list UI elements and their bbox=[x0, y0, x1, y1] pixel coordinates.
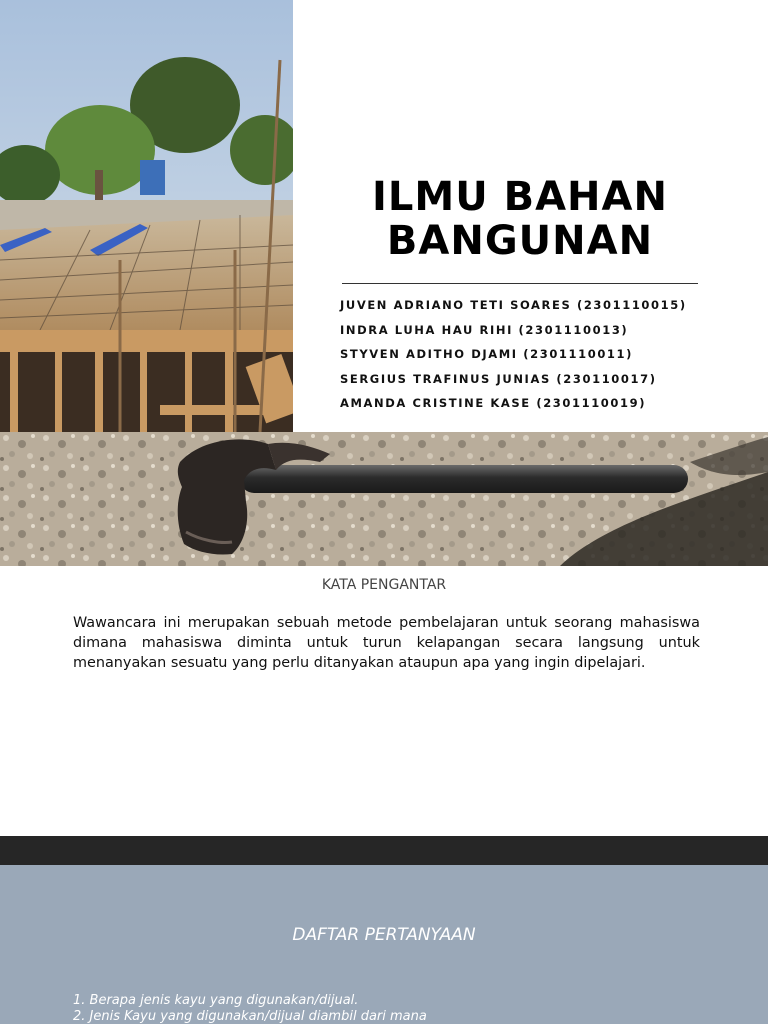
document-title bbox=[340, 175, 700, 263]
question-page bbox=[0, 865, 768, 1024]
question-list bbox=[73, 993, 427, 1024]
intro-paragraph: Wawancara ini merupakan sebuah metode pembelajaran untuk seorang mahasiswa dimana mahasiswa diminta untuk turun kelapangan secara langsung untuk menanyakan sesuatu yang perlu ditanyakan ataupun apa yang ingin dipelajari. bbox=[73, 615, 700, 671]
author-item: STYVEN ADITHO DJAMI (2301110011) bbox=[340, 347, 633, 362]
author-item: SERGIUS TRAFINUS JUNIAS (230110017) bbox=[340, 371, 657, 386]
author-list bbox=[340, 293, 687, 416]
hammer-on-gravel-photo bbox=[0, 432, 768, 566]
page-separator bbox=[0, 836, 768, 865]
title-line-1: ILMU BAHAN bbox=[372, 174, 668, 220]
author-item: JUVEN ADRIANO TETI SOARES (2301110015) bbox=[340, 298, 687, 312]
questions-heading: DAFTAR PERTANYAAN bbox=[292, 925, 476, 945]
author-item: INDRA LUHA HAU RIHI (2301110013) bbox=[340, 322, 629, 337]
question-item: 2. Jenis Kayu yang digunakan/dijual diambil dari mana bbox=[73, 1009, 427, 1024]
title-line-2: BANGUNAN bbox=[386, 218, 654, 264]
question-item: 1. Berapa jenis kayu yang digunakan/dijual. bbox=[73, 993, 359, 1008]
intro-heading: KATA PENGANTAR bbox=[321, 577, 447, 593]
author-item: AMANDA CRISTINE KASE (2301110019) bbox=[340, 396, 647, 411]
construction-site-photo bbox=[0, 0, 293, 432]
title-divider bbox=[342, 283, 698, 284]
